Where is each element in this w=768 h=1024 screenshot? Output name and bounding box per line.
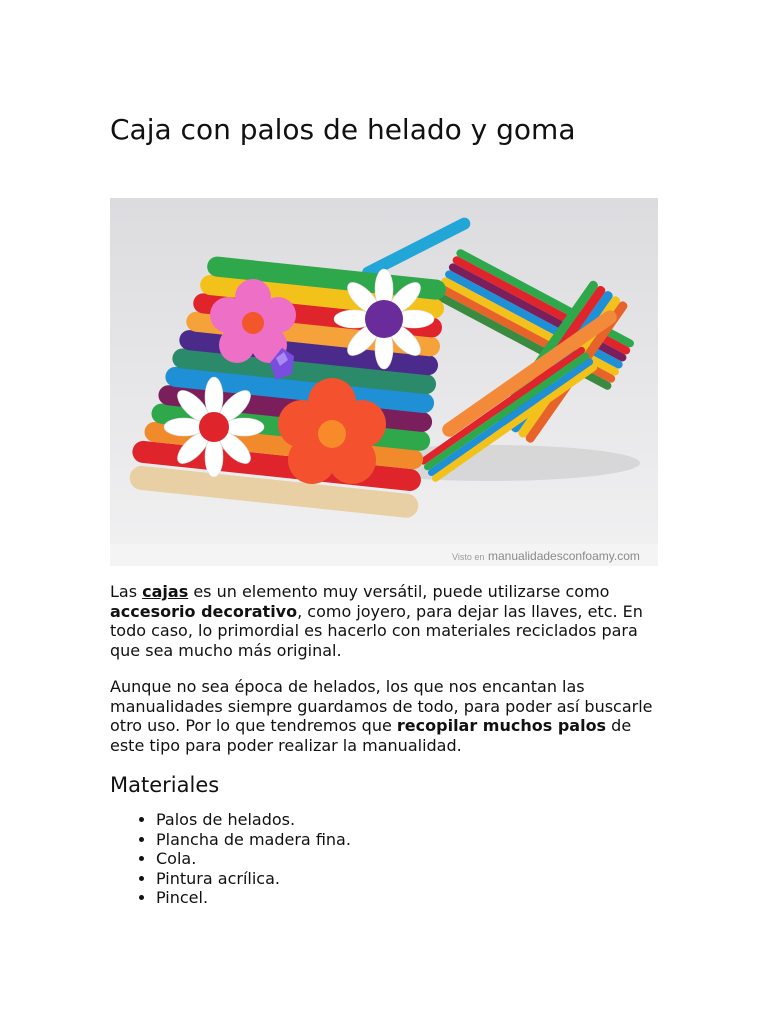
bold-recopilar: recopilar muchos palos	[396, 716, 607, 735]
bold-decorative: accesorio decorativo	[110, 601, 298, 621]
materials-heading: Materiales	[110, 773, 220, 797]
list-item: • Palos de helados.	[156, 810, 658, 830]
list-item: • Plancha de madera fina.	[156, 830, 658, 850]
watermark-site: manualidadesconfoamy.com	[488, 549, 640, 563]
list-item: • Pintura acrílica.	[156, 869, 658, 889]
flower-white-purple	[334, 269, 434, 369]
page-title: Caja con palos de helado y goma	[110, 113, 576, 146]
hero-image	[110, 198, 658, 566]
list-item: • Pincel.	[156, 888, 658, 908]
paragraph-intro: Las cajas es un elemento muy versátil, puede utilizarse como accesorio decorativo, como joyero, para dejar las llaves, etc. En todo caso, lo primordial es hacerlo con materiales reciclados para que sea mucho más original.	[110, 582, 643, 660]
watermark-prefix: Visto en	[452, 552, 485, 562]
list-item: • Cola.	[156, 849, 658, 869]
cajas-link[interactable]: cajas	[142, 582, 189, 601]
flower-white-red	[164, 377, 264, 477]
paragraph-helados: Aunque no sea época de helados, los que nos encantan las manualidades siempre guardamos de todo, para poder así buscarle otro uso. Por lo que tendremos que recopilar muchos palos de este tipo para poder realizar la manualidad.	[110, 677, 653, 755]
materials-list	[110, 810, 658, 908]
article-body	[110, 582, 658, 908]
popsicle-box-illustration	[110, 198, 658, 566]
